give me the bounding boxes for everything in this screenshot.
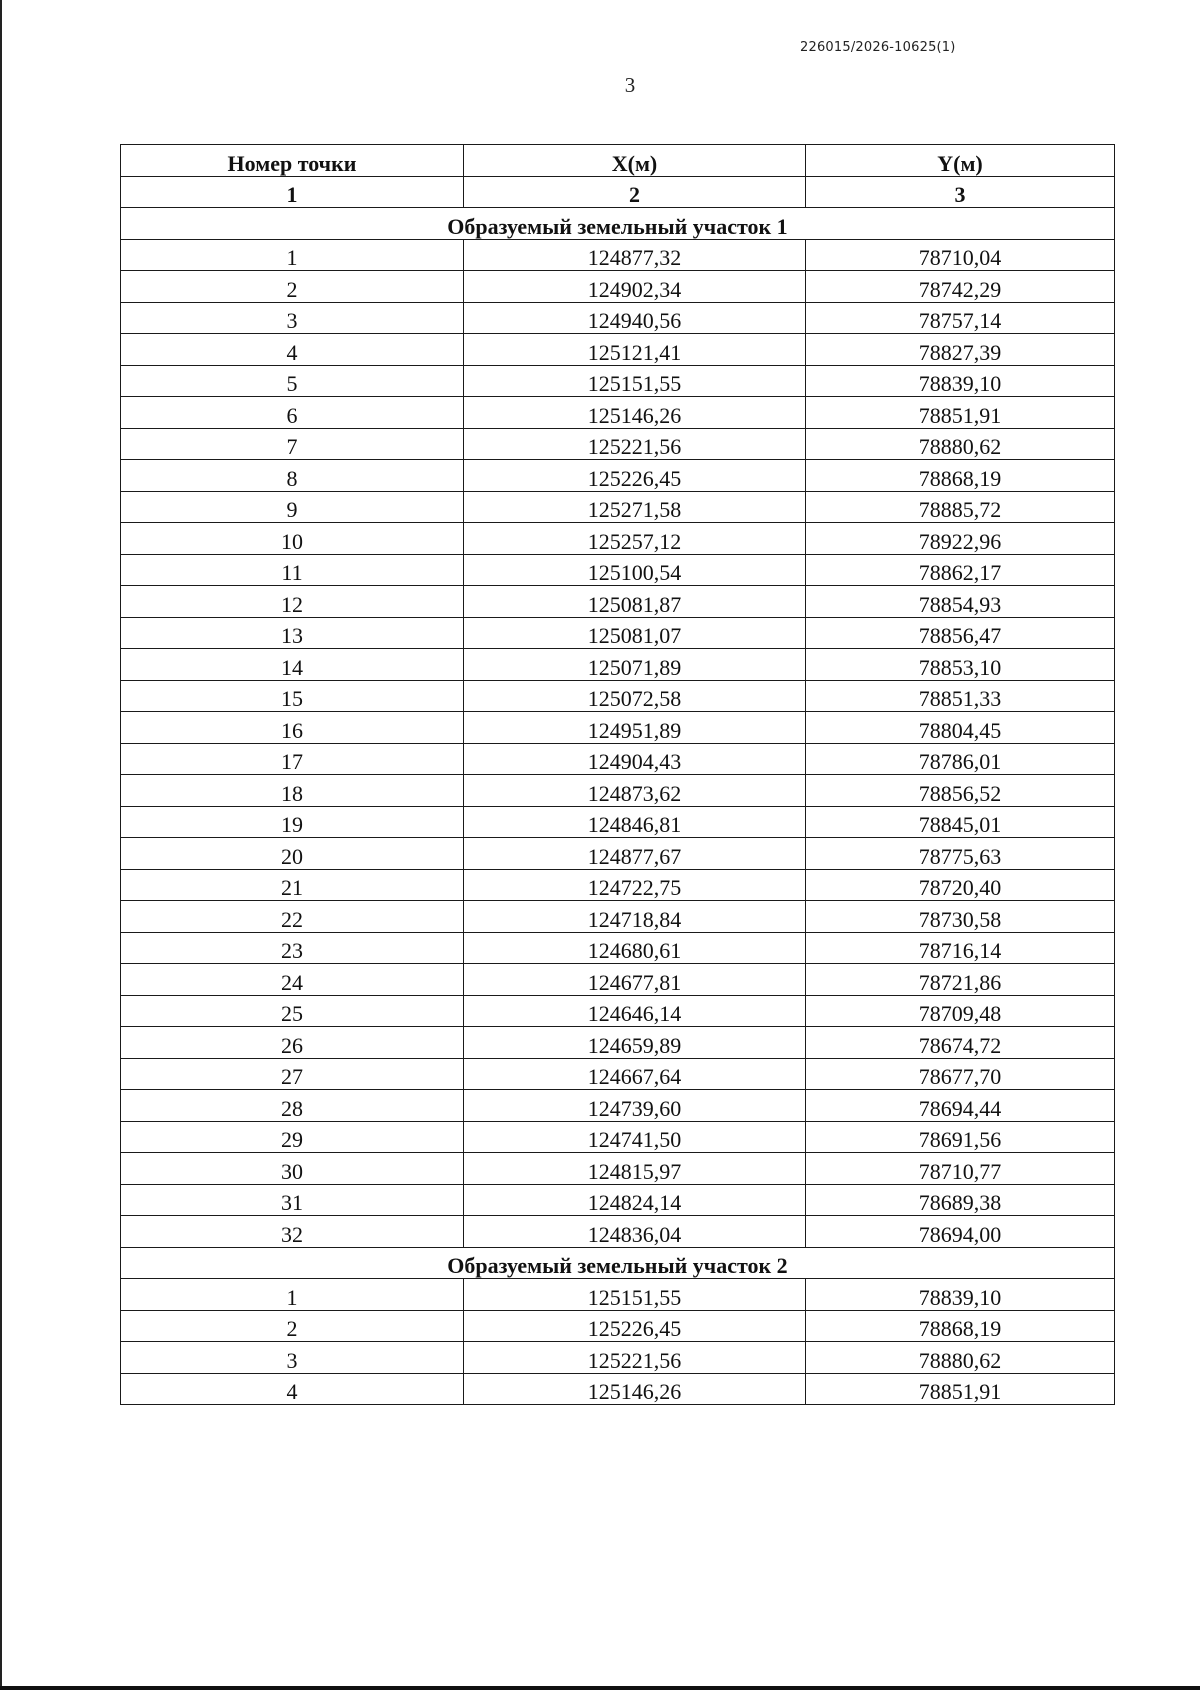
- y-coordinate-cell: 78856,47: [806, 617, 1115, 649]
- x-coordinate-cell: 125271,58: [464, 491, 806, 523]
- y-coordinate-cell: 78786,01: [806, 743, 1115, 775]
- table-row: [121, 838, 1115, 870]
- x-coordinate-cell: 125221,56: [464, 1342, 806, 1374]
- point-number-cell: 2: [121, 271, 464, 303]
- table-row: [121, 1342, 1115, 1374]
- point-number-cell: 3: [121, 1342, 464, 1374]
- point-number-cell: 14: [121, 649, 464, 681]
- point-number-cell: 24: [121, 964, 464, 996]
- scan-edge-left: [0, 0, 2, 1690]
- column-number-row: [121, 176, 1115, 208]
- y-coordinate-cell: 78868,19: [806, 460, 1115, 492]
- y-coordinate-cell: 78694,00: [806, 1216, 1115, 1248]
- y-coordinate-cell: 78691,56: [806, 1121, 1115, 1153]
- point-number-cell: 4: [121, 1373, 464, 1405]
- table-row: [121, 964, 1115, 996]
- y-coordinate-cell: 78851,33: [806, 680, 1115, 712]
- point-number-cell: 21: [121, 869, 464, 901]
- x-coordinate-cell: 124877,32: [464, 239, 806, 271]
- x-coordinate-cell: 124940,56: [464, 302, 806, 334]
- point-number-cell: 29: [121, 1121, 464, 1153]
- table-row: [121, 775, 1115, 807]
- x-coordinate-cell: 124680,61: [464, 932, 806, 964]
- x-coordinate-cell: 125081,87: [464, 586, 806, 618]
- header-y: Y(м): [806, 145, 1115, 177]
- x-coordinate-cell: 125226,45: [464, 1310, 806, 1342]
- y-coordinate-cell: 78845,01: [806, 806, 1115, 838]
- point-number-cell: 16: [121, 712, 464, 744]
- section-header-row: [121, 1247, 1115, 1279]
- point-number-cell: 11: [121, 554, 464, 586]
- header-x: X(м): [464, 145, 806, 177]
- y-coordinate-cell: 78839,10: [806, 365, 1115, 397]
- x-coordinate-cell: 125257,12: [464, 523, 806, 555]
- point-number-cell: 15: [121, 680, 464, 712]
- table-header-row: [121, 145, 1115, 177]
- x-coordinate-cell: 124846,81: [464, 806, 806, 838]
- table-row: [121, 1153, 1115, 1185]
- document-number: 226015/2026-10625(1): [800, 40, 956, 55]
- point-number-cell: 22: [121, 901, 464, 933]
- x-coordinate-cell: 125072,58: [464, 680, 806, 712]
- section-title: Образуемый земельный участок 1: [121, 208, 1115, 240]
- point-number-cell: 1: [121, 239, 464, 271]
- point-number-cell: 8: [121, 460, 464, 492]
- x-coordinate-cell: 124873,62: [464, 775, 806, 807]
- y-coordinate-cell: 78709,48: [806, 995, 1115, 1027]
- x-coordinate-cell: 124836,04: [464, 1216, 806, 1248]
- table-row: [121, 901, 1115, 933]
- x-coordinate-cell: 124739,60: [464, 1090, 806, 1122]
- x-coordinate-cell: 125226,45: [464, 460, 806, 492]
- point-number-cell: 32: [121, 1216, 464, 1248]
- table-row: [121, 554, 1115, 586]
- y-coordinate-cell: 78885,72: [806, 491, 1115, 523]
- table-row: [121, 491, 1115, 523]
- y-coordinate-cell: 78730,58: [806, 901, 1115, 933]
- point-number-cell: 20: [121, 838, 464, 870]
- table-row: [121, 712, 1115, 744]
- table-row: [121, 995, 1115, 1027]
- y-coordinate-cell: 78689,38: [806, 1184, 1115, 1216]
- table-row: [121, 649, 1115, 681]
- y-coordinate-cell: 78862,17: [806, 554, 1115, 586]
- y-coordinate-cell: 78827,39: [806, 334, 1115, 366]
- y-coordinate-cell: 78851,91: [806, 1373, 1115, 1405]
- y-coordinate-cell: 78694,44: [806, 1090, 1115, 1122]
- x-coordinate-cell: 124904,43: [464, 743, 806, 775]
- x-coordinate-cell: 124722,75: [464, 869, 806, 901]
- x-coordinate-cell: 124741,50: [464, 1121, 806, 1153]
- point-number-cell: 2: [121, 1310, 464, 1342]
- point-number-cell: 17: [121, 743, 464, 775]
- scan-edge-bottom: [0, 1686, 1200, 1690]
- point-number-cell: 13: [121, 617, 464, 649]
- point-number-cell: 10: [121, 523, 464, 555]
- y-coordinate-cell: 78716,14: [806, 932, 1115, 964]
- table-row: [121, 271, 1115, 303]
- table-row: [121, 869, 1115, 901]
- y-coordinate-cell: 78804,45: [806, 712, 1115, 744]
- table-row: [121, 743, 1115, 775]
- x-coordinate-cell: 125071,89: [464, 649, 806, 681]
- section-title: Образуемый земельный участок 2: [121, 1247, 1115, 1279]
- table-row: [121, 1373, 1115, 1405]
- point-number-cell: 4: [121, 334, 464, 366]
- table-row: [121, 932, 1115, 964]
- x-coordinate-cell: 125146,26: [464, 1373, 806, 1405]
- table-row: [121, 1027, 1115, 1059]
- y-coordinate-cell: 78851,91: [806, 397, 1115, 429]
- table-row: [121, 1216, 1115, 1248]
- column-number-3: 3: [806, 176, 1115, 208]
- point-number-cell: 23: [121, 932, 464, 964]
- point-number-cell: 25: [121, 995, 464, 1027]
- table-row: [121, 428, 1115, 460]
- page-number: 3: [624, 73, 636, 97]
- point-number-cell: 5: [121, 365, 464, 397]
- column-number-2: 2: [464, 176, 806, 208]
- x-coordinate-cell: 125081,07: [464, 617, 806, 649]
- point-number-cell: 31: [121, 1184, 464, 1216]
- y-coordinate-cell: 78674,72: [806, 1027, 1115, 1059]
- y-coordinate-cell: 78856,52: [806, 775, 1115, 807]
- table-body: [121, 208, 1115, 1405]
- y-coordinate-cell: 78710,04: [806, 239, 1115, 271]
- point-number-cell: 3: [121, 302, 464, 334]
- y-coordinate-cell: 78922,96: [806, 523, 1115, 555]
- point-number-cell: 7: [121, 428, 464, 460]
- point-number-cell: 27: [121, 1058, 464, 1090]
- y-coordinate-cell: 78720,40: [806, 869, 1115, 901]
- coordinates-table: [120, 144, 1115, 1405]
- table-row: [121, 397, 1115, 429]
- x-coordinate-cell: 124677,81: [464, 964, 806, 996]
- point-number-cell: 1: [121, 1279, 464, 1311]
- y-coordinate-cell: 78839,10: [806, 1279, 1115, 1311]
- table-row: [121, 1279, 1115, 1311]
- table-row: [121, 365, 1115, 397]
- point-number-cell: 19: [121, 806, 464, 838]
- table-row: [121, 680, 1115, 712]
- x-coordinate-cell: 124902,34: [464, 271, 806, 303]
- table-row: [121, 302, 1115, 334]
- x-coordinate-cell: 125151,55: [464, 1279, 806, 1311]
- y-coordinate-cell: 78853,10: [806, 649, 1115, 681]
- table-row: [121, 806, 1115, 838]
- table-row: [121, 617, 1115, 649]
- column-number-1: 1: [121, 176, 464, 208]
- x-coordinate-cell: 124659,89: [464, 1027, 806, 1059]
- y-coordinate-cell: 78757,14: [806, 302, 1115, 334]
- point-number-cell: 18: [121, 775, 464, 807]
- x-coordinate-cell: 125121,41: [464, 334, 806, 366]
- point-number-cell: 6: [121, 397, 464, 429]
- y-coordinate-cell: 78775,63: [806, 838, 1115, 870]
- table-row: [121, 1058, 1115, 1090]
- x-coordinate-cell: 124815,97: [464, 1153, 806, 1185]
- coordinates-table-container: [120, 144, 1114, 1405]
- table-row: [121, 586, 1115, 618]
- x-coordinate-cell: 125146,26: [464, 397, 806, 429]
- point-number-cell: 28: [121, 1090, 464, 1122]
- table-row: [121, 1121, 1115, 1153]
- x-coordinate-cell: 124667,64: [464, 1058, 806, 1090]
- x-coordinate-cell: 125221,56: [464, 428, 806, 460]
- x-coordinate-cell: 124877,67: [464, 838, 806, 870]
- point-number-cell: 12: [121, 586, 464, 618]
- y-coordinate-cell: 78880,62: [806, 1342, 1115, 1374]
- table-row: [121, 460, 1115, 492]
- x-coordinate-cell: 124646,14: [464, 995, 806, 1027]
- table-row: [121, 1310, 1115, 1342]
- y-coordinate-cell: 78854,93: [806, 586, 1115, 618]
- y-coordinate-cell: 78868,19: [806, 1310, 1115, 1342]
- point-number-cell: 9: [121, 491, 464, 523]
- x-coordinate-cell: 125151,55: [464, 365, 806, 397]
- table-row: [121, 1184, 1115, 1216]
- point-number-cell: 26: [121, 1027, 464, 1059]
- x-coordinate-cell: 124718,84: [464, 901, 806, 933]
- y-coordinate-cell: 78721,86: [806, 964, 1115, 996]
- point-number-cell: 30: [121, 1153, 464, 1185]
- section-header-row: [121, 208, 1115, 240]
- table-row: [121, 523, 1115, 555]
- x-coordinate-cell: 124951,89: [464, 712, 806, 744]
- y-coordinate-cell: 78710,77: [806, 1153, 1115, 1185]
- table-row: [121, 334, 1115, 366]
- y-coordinate-cell: 78880,62: [806, 428, 1115, 460]
- y-coordinate-cell: 78677,70: [806, 1058, 1115, 1090]
- table-row: [121, 239, 1115, 271]
- x-coordinate-cell: 124824,14: [464, 1184, 806, 1216]
- header-point-number: Номер точки: [121, 145, 464, 177]
- table-row: [121, 1090, 1115, 1122]
- x-coordinate-cell: 125100,54: [464, 554, 806, 586]
- y-coordinate-cell: 78742,29: [806, 271, 1115, 303]
